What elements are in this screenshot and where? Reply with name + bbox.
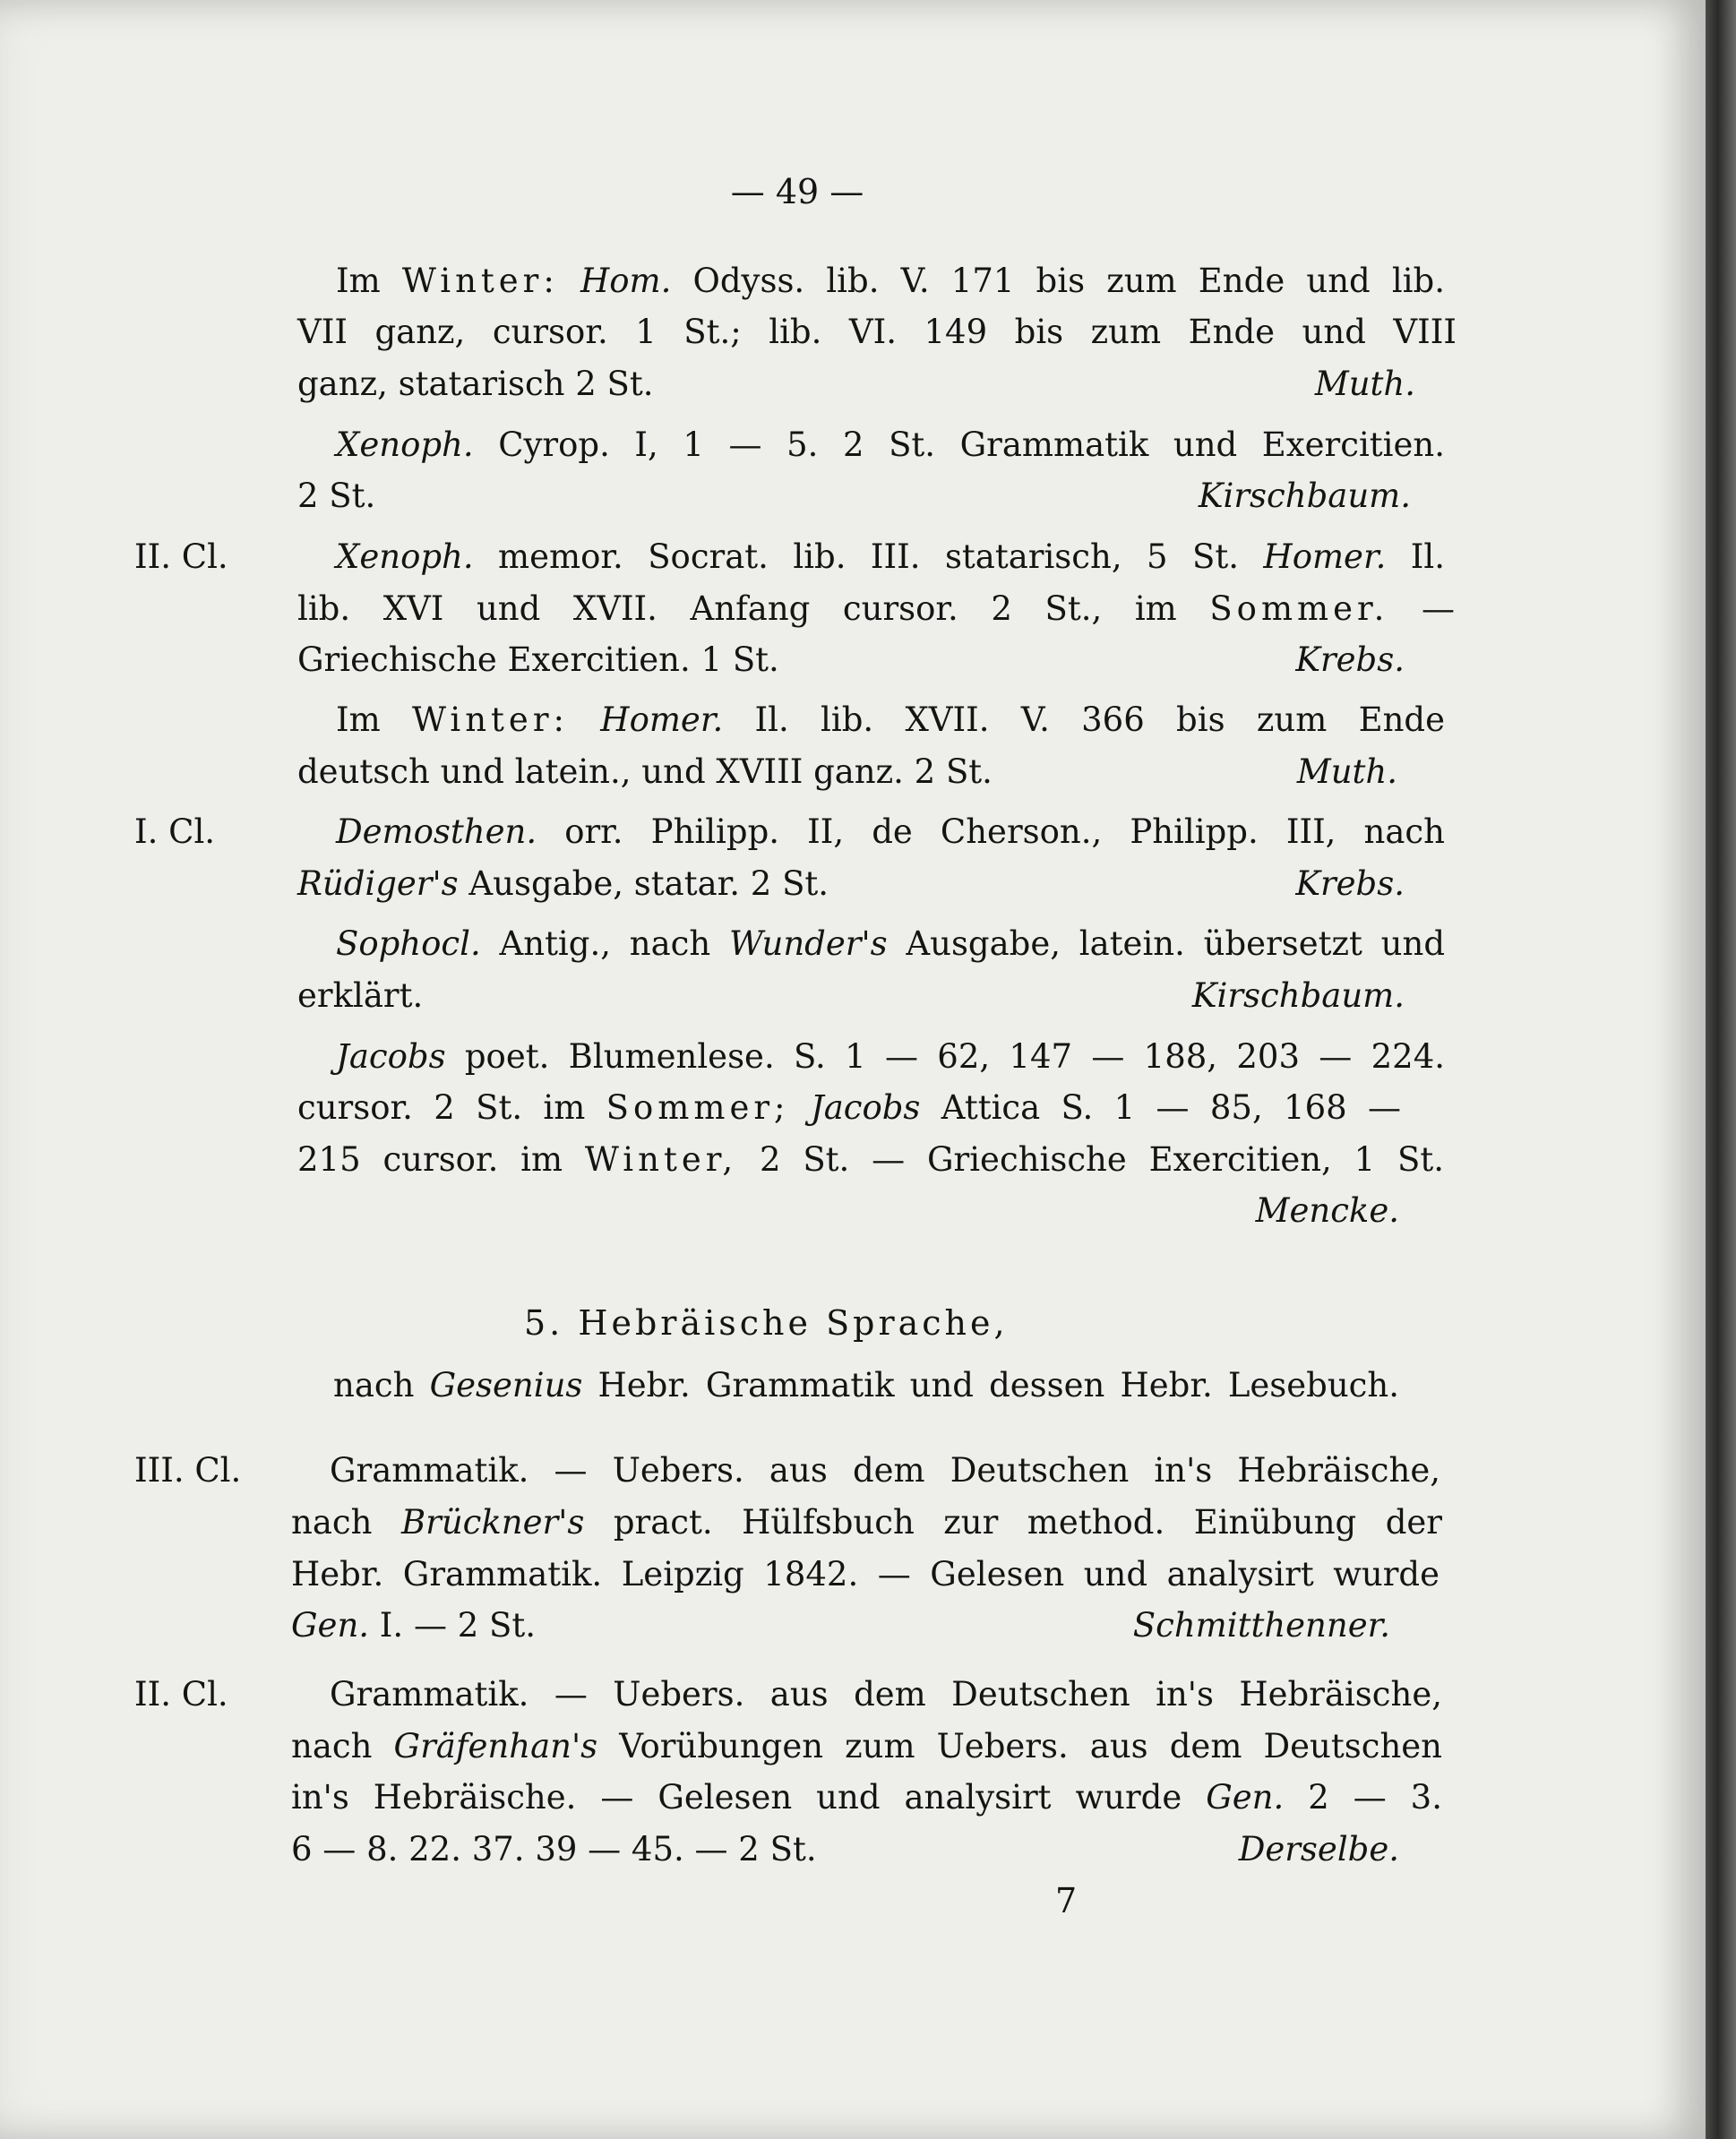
teacher-name: Mencke. xyxy=(1255,1191,1399,1230)
text-line: nach Brückner's pract. Hülfsbuch zur method. Einübung der xyxy=(291,1503,1442,1542)
text-line: Grammatik. — Uebers. aus dem Deutschen in's Hebräische, xyxy=(330,1451,1440,1490)
text-line: 6 — 8. 22. 37. 39 — 45. — 2 St. xyxy=(291,1830,817,1868)
teacher-name: Muth. xyxy=(1296,752,1397,791)
class-label: II. Cl. xyxy=(134,537,228,576)
signature-mark: 7 xyxy=(1055,1881,1078,1920)
text-line: Gen. I. — 2 St. xyxy=(291,1606,536,1645)
text-line: Demosthen. orr. Philipp. II, de Cherson., Philipp. III, nach xyxy=(336,812,1445,851)
teacher-name: Kirschbaum. xyxy=(1191,976,1405,1015)
teacher-name: Muth. xyxy=(1314,365,1415,403)
page-number: — 49 — xyxy=(730,172,864,211)
text-line: deutsch und latein., und XVIII ganz. 2 St. xyxy=(297,752,993,791)
text-line: ganz, statarisch 2 St. xyxy=(297,365,654,403)
text-line: lib. XVI und XVII. Anfang cursor. 2 St., im Sommer. — xyxy=(297,589,1455,628)
class-label: II. Cl. xyxy=(134,1675,228,1714)
text-line: Grammatik. — Uebers. aus dem Deutschen in's Hebräische, xyxy=(330,1675,1442,1714)
class-label: I. Cl. xyxy=(134,812,216,851)
text-line: Im Winter: Homer. Il. lib. XVII. V. 366 bis zum Ende xyxy=(336,700,1446,739)
section-subheading: nach Gesenius Hebr. Grammatik und dessen Hebr. Lesebuch. xyxy=(333,1366,1399,1405)
text-line: Im Winter: Hom. Odyss. lib. V. 171 bis zum Ende und lib. xyxy=(336,262,1445,300)
book-spine xyxy=(1706,0,1736,2139)
text-line: Xenoph. memor. Socrat. lib. III. statarisch, 5 St. Homer. Il. xyxy=(336,537,1445,576)
teacher-name: Kirschbaum. xyxy=(1198,477,1411,515)
class-label: III. Cl. xyxy=(134,1451,242,1490)
text-line: nach Gräfenhan's Vorübungen zum Uebers. aus dem Deutschen xyxy=(291,1727,1442,1765)
text-line: Xenoph. Cyrop. I, 1 — 5. 2 St. Grammatik und Exercitien. xyxy=(336,425,1445,464)
text-line: 215 cursor. im Winter, 2 St. — Griechische Exercitien, 1 St. xyxy=(297,1140,1444,1179)
text-line: cursor. 2 St. im Sommer; Jacobs Attica S. 1 — 85, 168 — xyxy=(297,1088,1401,1127)
text-line: erklärt. xyxy=(297,976,424,1015)
text-line: Sophocl. Antig., nach Wunder's Ausgabe, latein. übersetzt und xyxy=(336,924,1445,963)
teacher-name: Krebs. xyxy=(1295,640,1405,679)
text-line: Griechische Exercitien. 1 St. xyxy=(297,640,779,679)
text-line: Rüdiger's Ausgabe, statar. 2 St. xyxy=(297,864,829,903)
text-line: 2 St. xyxy=(297,477,376,515)
teacher-name: Schmitthenner. xyxy=(1132,1606,1390,1645)
text-line: Jacobs poet. Blumenlese. S. 1 — 62, 147 — 188, 203 — 224. xyxy=(336,1037,1445,1076)
text-line: VII ganz, cursor. 1 St.; lib. VI. 149 bis zum Ende und VIII xyxy=(297,313,1457,351)
teacher-name: Krebs. xyxy=(1295,864,1405,903)
text-line: Hebr. Grammatik. Leipzig 1842. — Gelesen und analysirt wurde xyxy=(291,1555,1440,1594)
teacher-name: Derselbe. xyxy=(1238,1830,1399,1868)
text-line: in's Hebräische. — Gelesen und analysirt wurde Gen. 2 — 3. xyxy=(291,1778,1442,1817)
section-heading: 5. Hebräische Sprache, xyxy=(524,1303,1009,1343)
